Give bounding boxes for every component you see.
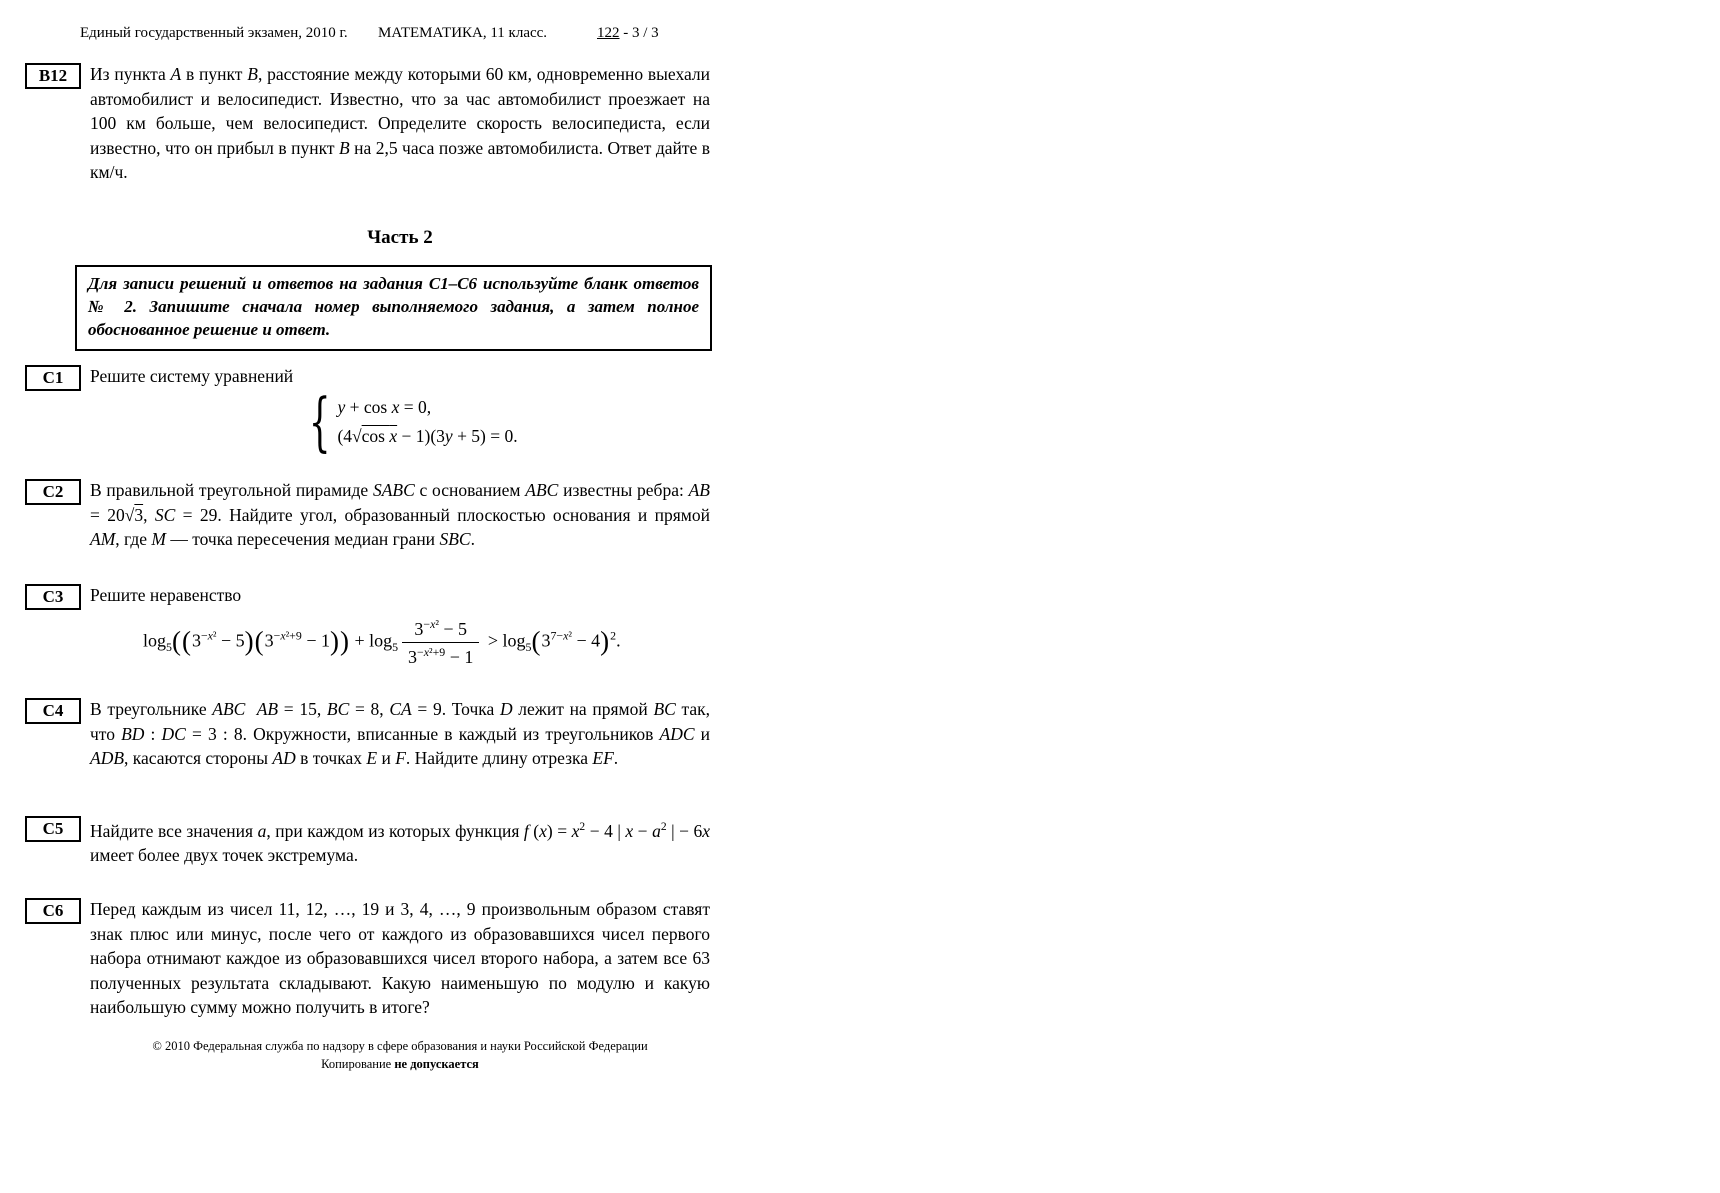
- system-brace-icon: {: [308, 383, 331, 459]
- problem-intro-c1: Решите систему уравнений: [90, 366, 294, 386]
- problem-c3: [25, 583, 713, 668]
- footer-copy-notice: Копирование не допускается: [321, 1057, 479, 1071]
- problem-label-c2: С2: [25, 479, 81, 505]
- problem-c1: [25, 364, 713, 459]
- inequality-formula-c3: $\log_5((3^{-x^2} - 5)(3^{-x^2+9} - 1)) + \log_5$ $\frac{3^{-x^2} - 5}{3^{-x^2+9} - 1}$ > $\log_5(3^{7-x^2} - 4)^2$.: [143, 616, 621, 667]
- header-subject: МАТЕМАТИКА, 11 класс.: [378, 25, 548, 41]
- problem-text-c2: В правильной треугольной пирамиде SABC с основанием ABC известны ребра: AB = 20√3, SC = 29. Найдите угол, образованный плоскостью основания и прямой AM, где M — точка пересечения медиан грани SBC.: [90, 480, 710, 550]
- problem-c6: [25, 897, 713, 1020]
- system-equations: [337, 393, 517, 451]
- problem-c2: [25, 478, 713, 552]
- instruction-box: Для записи решений и ответов на задания С1–С6 используйте бланк ответов № 2. Запишите сначала номер выполняемого задания, а затем полное обоснованное решение и ответ.: [75, 265, 712, 351]
- equation-line-1: y + cos x = 0,: [337, 396, 432, 417]
- problem-text-c6: Перед каждым из чисел 11, 12, …, 19 и 3, 4, …, 9 произвольным образом ставят знак плюс или минус, после чего от каждого из образовавшихся чисел первого набора отнимают каждое из образовавшихся чисел второго набора, а затем все 63 полученных результата складывают. Какую наименьшую по модулю и какую наибольшую сумму можно получить в итоге?: [90, 899, 710, 1018]
- equation-line-2: (4√cos x − 1)(3y + 5) = 0.: [337, 425, 518, 446]
- problem-label-c5: С5: [25, 816, 81, 842]
- problem-text-c5: Найдите все значения a, при каждом из которых функция f $(x) = x^2 - 4$ | $x - a^2$ | − 6x имеет более двух точек экстремума.: [90, 820, 711, 866]
- problem-c4: [25, 697, 713, 771]
- problem-intro-c3: Решите неравенство: [90, 585, 242, 605]
- problem-label-c4: С4: [25, 698, 81, 724]
- problem-text-b12: Из пункта А в пункт В, расстояние между которыми 60 км, одновременно выехали автомобилист и велосипедист. Известно, что за час автомобилист проезжает на 100 км больше, чем велосипедист. Определите скорость велосипедиста, если известно, что он прибыл в пункт В на 2,5 часа позже автомобилиста. Ответ дайте в км/ч.: [90, 64, 711, 183]
- equation-system-c1: [300, 383, 713, 459]
- page-header: [0, 25, 760, 45]
- problem-label-c6: С6: [25, 898, 81, 924]
- problem-label-b12: В12: [25, 63, 81, 89]
- part2-heading: Часть 2: [367, 227, 433, 248]
- page-footer: [90, 1037, 710, 1073]
- header-variant-number: 122: [597, 25, 620, 41]
- header-exam-title: Единый государственный экзамен, 2010 г.: [80, 25, 348, 41]
- problem-text-c4: В треугольнике ABC AB = 15, BC = 8, CA = 9. Точка D лежит на прямой BC так, что BD : DC = 3 : 8. Окружности, вписанные в каждый из треугольников ADC и ADB, касаются стороны AD в точках E и F. Найдите длину отрезка EF.: [90, 699, 711, 769]
- problem-c5: [25, 815, 713, 868]
- problem-label-c3: С3: [25, 584, 81, 610]
- problem-b12: [25, 62, 713, 185]
- header-page-number: - 3 / 3: [619, 25, 659, 41]
- footer-copyright: © 2010 Федеральная служба по надзору в сфере образования и науки Российской Федерации: [152, 1039, 648, 1053]
- header-page-indicator: [597, 25, 659, 42]
- problem-label-c1: С1: [25, 365, 81, 391]
